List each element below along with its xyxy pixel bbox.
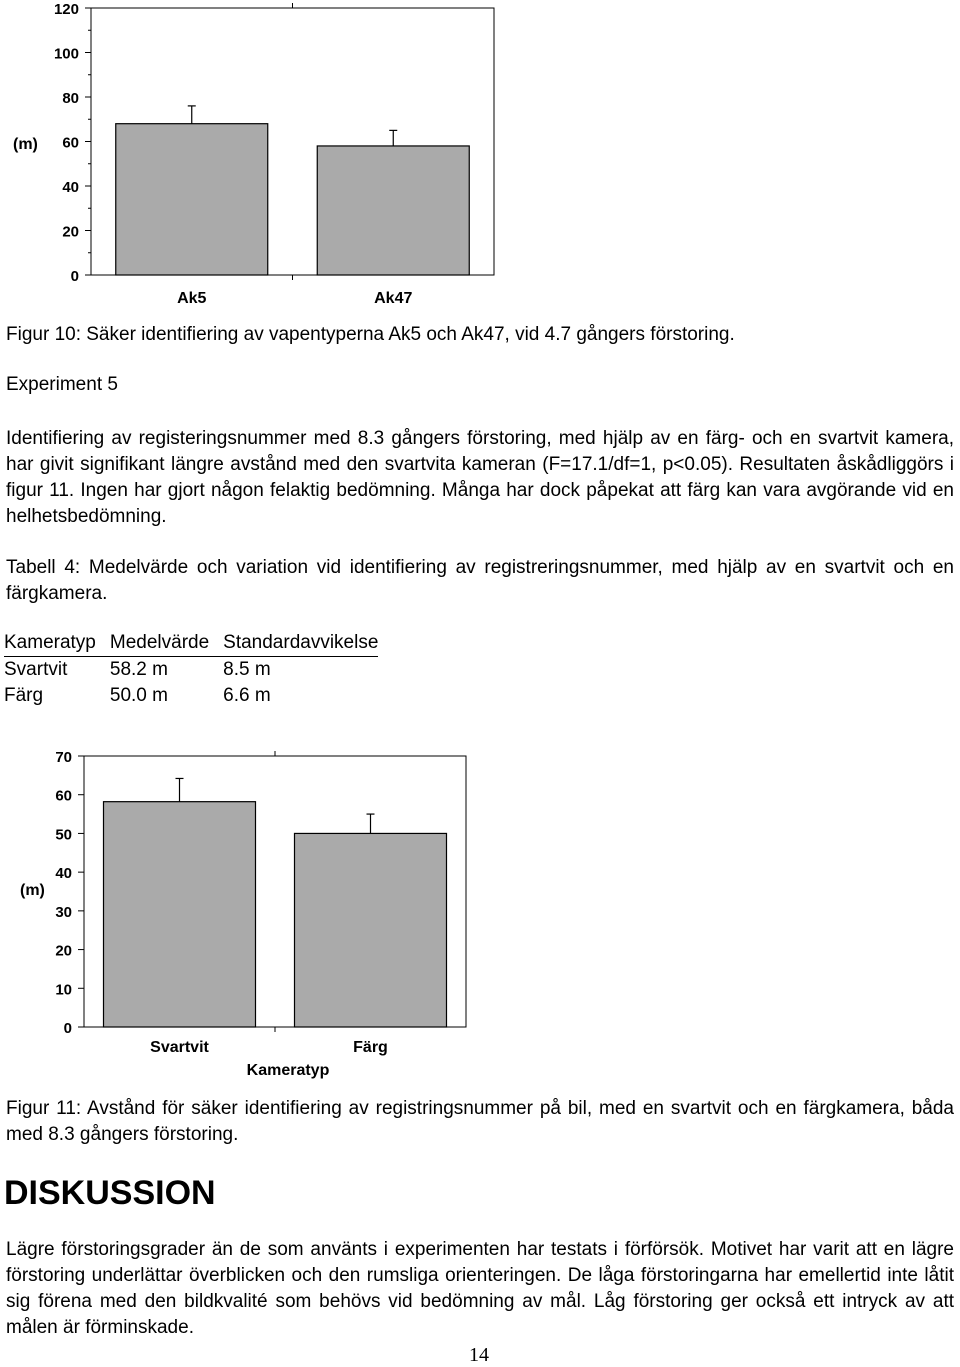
- y-axis-label: (m): [13, 136, 38, 153]
- x-category-label: Svartvit: [150, 1039, 209, 1056]
- x-category-label: Ak5: [177, 290, 207, 307]
- bar: [295, 833, 447, 1027]
- y-tick-label: 0: [70, 268, 79, 285]
- paragraph-results: Identifiering av registeringsnummer med 8.3 gångers förstoring, med hjälp av en färg- och en svartvit kamera, har givit signifikant längre avstånd med den svartvita kameran (F=17.1/df=1, p<0.05). Resultaten åskådliggörs i figur 11. Ingen har gjort någon felaktig bedömning. Många har dock påpekat att färg kan vara avgörande vid en helhetsbedömning.: [6, 428, 954, 527]
- y-tick-label: 20: [55, 942, 72, 960]
- y-tick-label: 30: [55, 903, 72, 921]
- y-tick-label: 40: [62, 179, 79, 196]
- bar: [104, 802, 256, 1027]
- x-category-label: Ak47: [374, 290, 413, 307]
- y-tick-label: 10: [55, 981, 72, 999]
- y-tick-label: 40: [55, 865, 72, 883]
- x-category-label: Färg: [353, 1039, 388, 1056]
- figure-11-caption: Figur 11: Avstånd för säker identifiering av registringsnummer på bil, med en svartvit och en färgkamera, båda med 8.3 gångers förstoring.: [6, 1098, 954, 1145]
- page-number: 14: [469, 1344, 489, 1366]
- col-header-medelvarde: Medelvärde: [110, 630, 223, 657]
- col-header-standardavvikelse: Standardavvikelse: [223, 630, 378, 657]
- section-heading: DISKUSSION: [4, 1174, 216, 1212]
- y-tick-label: 0: [63, 1020, 72, 1037]
- y-tick-label: 60: [55, 787, 72, 805]
- table-cell: 50.0 m: [109, 685, 168, 706]
- table-cell: 8.5 m: [223, 659, 271, 680]
- table-cell: 58.2 m: [109, 659, 168, 680]
- y-tick-label: 50: [55, 826, 72, 844]
- y-tick-label: 100: [53, 45, 79, 63]
- table-cell: 6.6 m: [223, 685, 271, 706]
- table-cell: Färg: [4, 685, 44, 706]
- paragraph-discussion: Lägre förstoringsgrader än de som använts i experimenten har testats i förförsök. Motivet har varit att en lägre förstoring underlättar överblicken och den rumsliga orienteringen. De låga förstoringarna har emellertid inte låtit sig förena med den bildkvalité som behövs vid bedömning av mål. Låg förstoring ger också ett intryck av att målen är förminskade.: [6, 1239, 954, 1338]
- x-axis-label: Kameratyp: [246, 1062, 330, 1079]
- y-axis-label: (m): [20, 882, 45, 899]
- figure-10-caption: Figur 10: Säker identifiering av vapentyperna Ak5 och Ak47, vid 4.7 gångers förstoring.: [6, 324, 735, 345]
- experiment-heading: Experiment 5: [6, 374, 118, 395]
- col-header-kameratyp: Kameratyp: [4, 630, 110, 657]
- y-tick-label: 120: [53, 1, 79, 18]
- y-tick-label: 70: [55, 749, 72, 766]
- table-4-caption: Tabell 4: Medelvärde och variation vid identifiering av registreringsnummer, med hjälp av en svartvit och en färgkamera.: [6, 557, 954, 604]
- table-cell: Svartvit: [4, 659, 68, 680]
- y-tick-label: 20: [62, 223, 79, 241]
- y-tick-label: 60: [62, 134, 79, 152]
- y-tick-label: 80: [62, 90, 79, 107]
